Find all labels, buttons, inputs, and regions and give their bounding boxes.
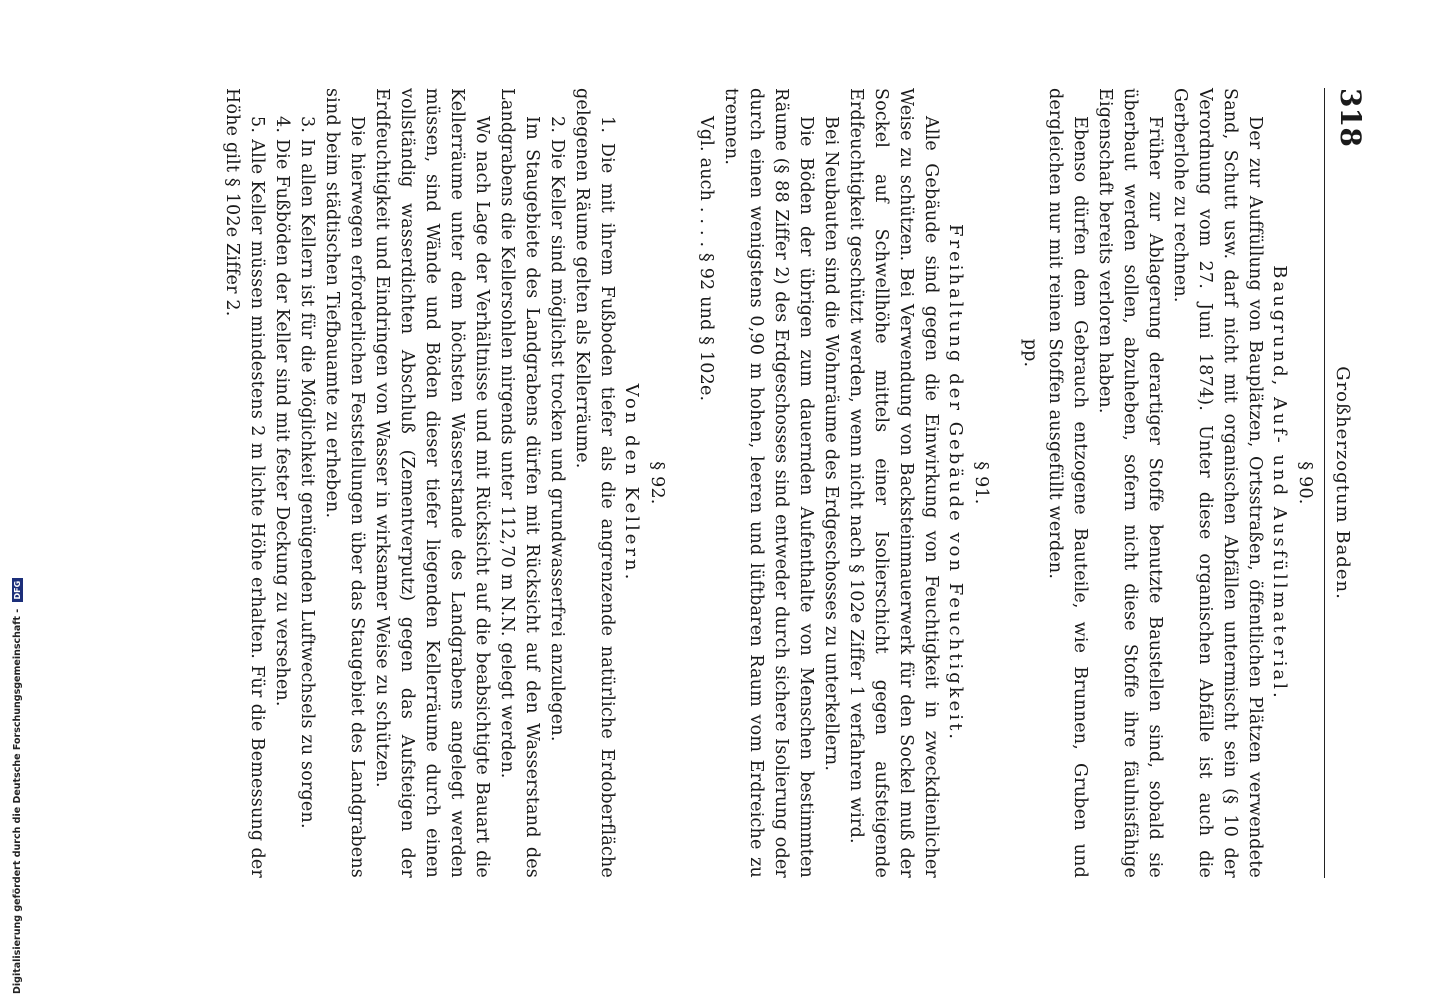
section-90-paragraph-3: Ebenso dürfen dem Gebrauch entzogene Bauteile, wie Brunnen, Gruben und dergleichen nur mit reinen Stoffen ausgefüllt werden. <box>1045 88 1090 878</box>
list-item-number: 5. <box>247 116 267 134</box>
dfg-logo: DFG <box>12 578 23 603</box>
section-91-paragraph-1: Alle Gebäude sind gegen die Einwirkung von Feuchtigkeit in zweckdienlicher Weise zu schützen. Bei Verwendung von Backsteinmauerwerk für den Sockel muß der Sockel auf Schwellhöhe mittels einer Isolierschicht gegen aufsteigende Erdfeuchtigkeit geschützt werden, wenn nicht nach § 102e Ziffer 1 verfahren wird. <box>846 88 941 878</box>
list-item-text: Alle Keller müssen mindestens 2 m lichte Höhe erhalten. Für die Bemessung der Höhe gilt § 102e Ziffer 2. <box>222 88 267 878</box>
section-92-paragraph-c: Die hierwegen erforderlichen Feststellungen über das Staugebiet des Landgrabens sind beim städtischen Tiefbauamte zu erheben. <box>322 88 367 878</box>
list-item <box>219 88 269 878</box>
digitization-credit <box>12 580 26 994</box>
spacer <box>999 88 1017 878</box>
list-item <box>269 88 294 878</box>
list-item <box>569 88 619 878</box>
header-rule <box>1324 88 1325 878</box>
spacer <box>675 88 693 878</box>
section-90-paragraph-4: pp. <box>1020 338 1040 368</box>
section-91-paragraph-4: Vgl. auch . . . . § 92 und § 102e. <box>696 116 716 402</box>
list-item <box>544 88 569 878</box>
section-90-paragraph-1: Der zur Auffüllung von Bauplätzen, Ortsstraßen, öffentlichen Plätzen verwendete Sand, Schutt usw. darf nicht mit organischen Abfällen untermischt sein (§ 10 der Verordnung vom 27. Juni 1874). Unter diese organischen Abfälle ist auch die Gerberlohe zu rechnen. <box>1170 88 1265 878</box>
section-90-number: § 90. <box>1295 461 1315 505</box>
list-item-number: 4. <box>272 116 292 134</box>
section-90-title: Baugrund, Auf- und Ausfüllmaterial. <box>1269 265 1290 701</box>
list-item <box>294 88 319 878</box>
list-item-number: 2. <box>547 116 567 134</box>
list-item-text: Die Keller sind möglichst trocken und grundwasserfrei anzulegen. <box>547 138 567 742</box>
list-item-text: Die Fußböden der Keller sind mit fester Deckung zu versehen. <box>272 138 292 707</box>
section-92-paragraph-b: Wo nach Lage der Verhältnisse und mit Rücksicht auf die beabsichtigte Bauart die Kellerräume unter dem höchsten Wasserstande des Landgrabens angelegt werden müssen, sind Wände und Böden dieser tiefer liegenden Kellerräume durch einen vollständig wasserdichten Abschluß (Zementverputz) gegen das Aufsteigen der Erdfeuchtigkeit und Eindringen von Wasser in wirksamer Weise zu schützen. <box>372 88 492 878</box>
running-title: Großherzogtum Baden. <box>1332 366 1353 600</box>
section-92-title: Von den Kellern. <box>621 383 642 583</box>
list-item-text: In allen Kellern ist für die Möglichkeit genügenden Luftwechsels zu sorgen. <box>297 138 317 829</box>
section-92-paragraph-a: Im Staugebiete des Landgrabens dürfen mit Rücksicht auf den Wasserstand des Landgrabens die Kellersohlen nirgends unter 112,70 m N.N. gelegt werden. <box>497 88 542 878</box>
list-item-text: Die mit ihrem Fußboden tiefer als die angrenzende natürliche Erdoberfläche gelegenen Räume gelten als Kellerräume. <box>572 88 617 878</box>
list-item-number: 3. <box>297 116 317 134</box>
section-90-paragraph-2: Früher zur Ablagerung derartiger Stoffe benutzte Baustellen sind, sobald sie überbaut werden sollen, abzuheben, sofern nicht diese Stoffe ihre fäulnisfähige Eigenschaft bereits verloren haben. <box>1095 88 1165 878</box>
list-item-number: 1. <box>597 116 617 134</box>
credit-text: Digitalisierung gefördert durch die Deutsche Forschungsgemeinschaft - <box>12 608 23 994</box>
page-number: 318 <box>1334 88 1367 148</box>
section-91-paragraph-2: Bei Neubauten sind die Wohnräume des Erdgeschosses zu unterkellern. <box>821 116 841 772</box>
section-91-title: Freihaltung der Gebäude von Feuchtigkeit. <box>945 223 966 743</box>
section-92-number: § 92. <box>647 461 667 505</box>
section-91-paragraph-3: Die Böden der übrigen zum dauernden Aufenthalte von Menschen bestimmten Räume (§ 88 Ziffer 2) des Erdgeschosses sind entweder durch sichere Isolierung oder durch einen wenigstens 0,90 m hohen, leeren und lüftbaren Raum vom Erdreiche zu trennen. <box>721 88 816 878</box>
text-column <box>219 88 1367 878</box>
page-header <box>1325 88 1367 878</box>
section-91-number: § 91. <box>971 461 991 505</box>
